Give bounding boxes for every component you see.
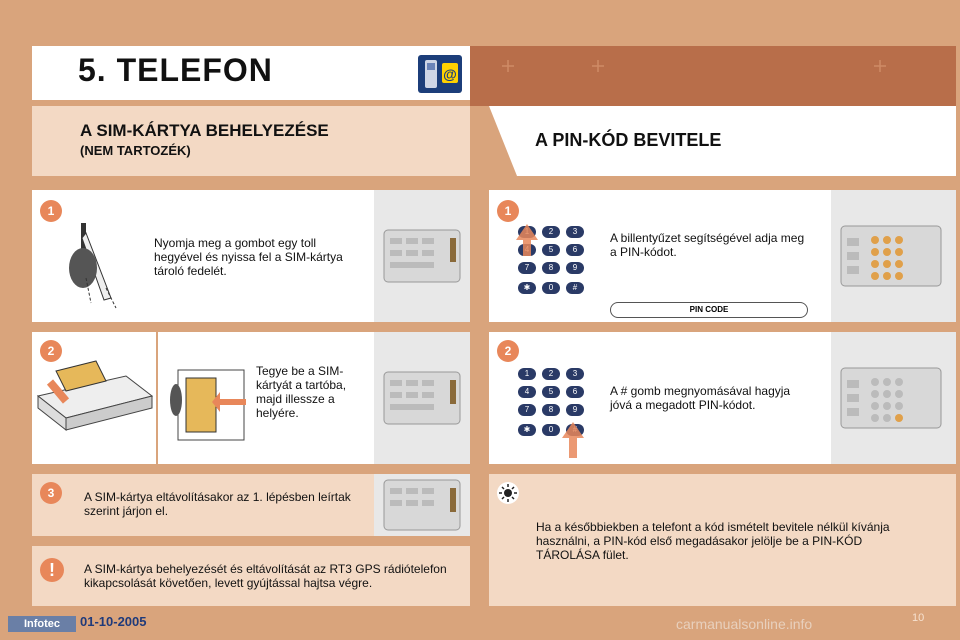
keypad-key: 5: [542, 244, 560, 256]
infotec-logo: Infotec: [8, 616, 76, 632]
pen-press-illustration: [56, 218, 136, 318]
keypad-key: 7: [518, 262, 536, 274]
radio-device-image-2: [374, 332, 470, 464]
page-title: 5. TELEFON: [78, 52, 273, 88]
edition-date: 01-10-2005: [80, 614, 147, 629]
keypad-key: 3: [566, 226, 584, 238]
warning-icon: !: [40, 558, 64, 582]
right-step-1-text: A billentyűzet segítségével adja meg a PIN-kódot.: [610, 231, 805, 259]
plus-decoration-icon: [470, 46, 956, 106]
step-number-badge: 1: [40, 200, 62, 222]
step-number-badge: 1: [497, 200, 519, 222]
left-step-3-text: A SIM-kártya eltávolításakor az 1. lépésben leírtak szerint járjon el.: [84, 490, 351, 518]
keypad-key: 8: [542, 262, 560, 274]
keypad-key: 4: [518, 386, 536, 398]
keypad-key: 8: [542, 404, 560, 416]
keypad-key: 7: [518, 404, 536, 416]
phone-at-icon: [418, 55, 462, 93]
radio-device-image-3: [374, 474, 470, 536]
header-decoration: [470, 46, 956, 106]
left-step-2-text: Tegye be a SIM-kártyát a tartóba, majd illessze a helyére.: [256, 364, 347, 420]
keypad-key: 6: [566, 386, 584, 398]
watermark: carmanualsonline.info: [676, 616, 813, 632]
keypad-illustration-2: [512, 364, 592, 464]
tip-text: Ha a későbbiekben a telefont a kód ismételt bevitele nélkül kívánja használni, a PIN-kód első megadásakor jelölje be a PIN-KÓD TÁROLÁSA fület.: [536, 520, 890, 562]
radio-keypad-image: [831, 190, 956, 322]
keypad-key: ✱: [518, 424, 536, 436]
right-section-title: A PIN-KÓD BEVITELE: [535, 130, 722, 150]
page-number: 10: [912, 612, 925, 624]
step-number-badge: 3: [40, 482, 62, 504]
keypad-key: #: [566, 282, 584, 294]
step-number-badge: 2: [40, 340, 62, 362]
keypad-key: ✱: [518, 282, 536, 294]
radio-keypad-image-2: [831, 332, 956, 464]
left-section-header: [32, 106, 470, 176]
keypad-key: 3: [566, 368, 584, 380]
keypad-key: 6: [566, 244, 584, 256]
keypad-illustration: [512, 222, 592, 302]
radio-device-image: [374, 190, 470, 322]
keypad-key: 0: [542, 282, 560, 294]
warning-text: A SIM-kártya behelyezését és eltávolítását az RT3 GPS rádiótelefon kikapcsolását követően, levett gyújtással hajtsa végre.: [84, 562, 447, 590]
left-section-title: A SIM-KÁRTYA BEHELYEZÉSE: [80, 121, 329, 140]
keypad-key: 5: [542, 386, 560, 398]
left-step-1-text: Nyomja meg a gombot egy toll hegyével és nyissa fel a SIM-kártya tároló fedelét.: [154, 236, 343, 278]
lightbulb-icon: [497, 482, 519, 504]
keypad-key: 9: [566, 262, 584, 274]
keypad-key: 9: [566, 404, 584, 416]
keypad-key: 0: [542, 424, 560, 436]
step-number-badge: 2: [497, 340, 519, 362]
sim-card-tray-illustration: [36, 356, 154, 441]
keypad-key: 1: [518, 368, 536, 380]
left-section-subtitle: (NEM TARTOZÉK): [80, 143, 191, 158]
keypad-key: 2: [542, 226, 560, 238]
up-arrow-icon: [512, 222, 552, 278]
sim-insert-illustration: [168, 350, 248, 455]
pin-code-label: PIN CODE: [610, 302, 808, 318]
up-arrow-icon: [558, 420, 588, 460]
right-step-2-text: A # gomb megnyomásával hagyja jóvá a megadott PIN-kódot.: [610, 384, 791, 412]
svg-text:@: @: [443, 66, 457, 82]
keypad-key: 2: [542, 368, 560, 380]
